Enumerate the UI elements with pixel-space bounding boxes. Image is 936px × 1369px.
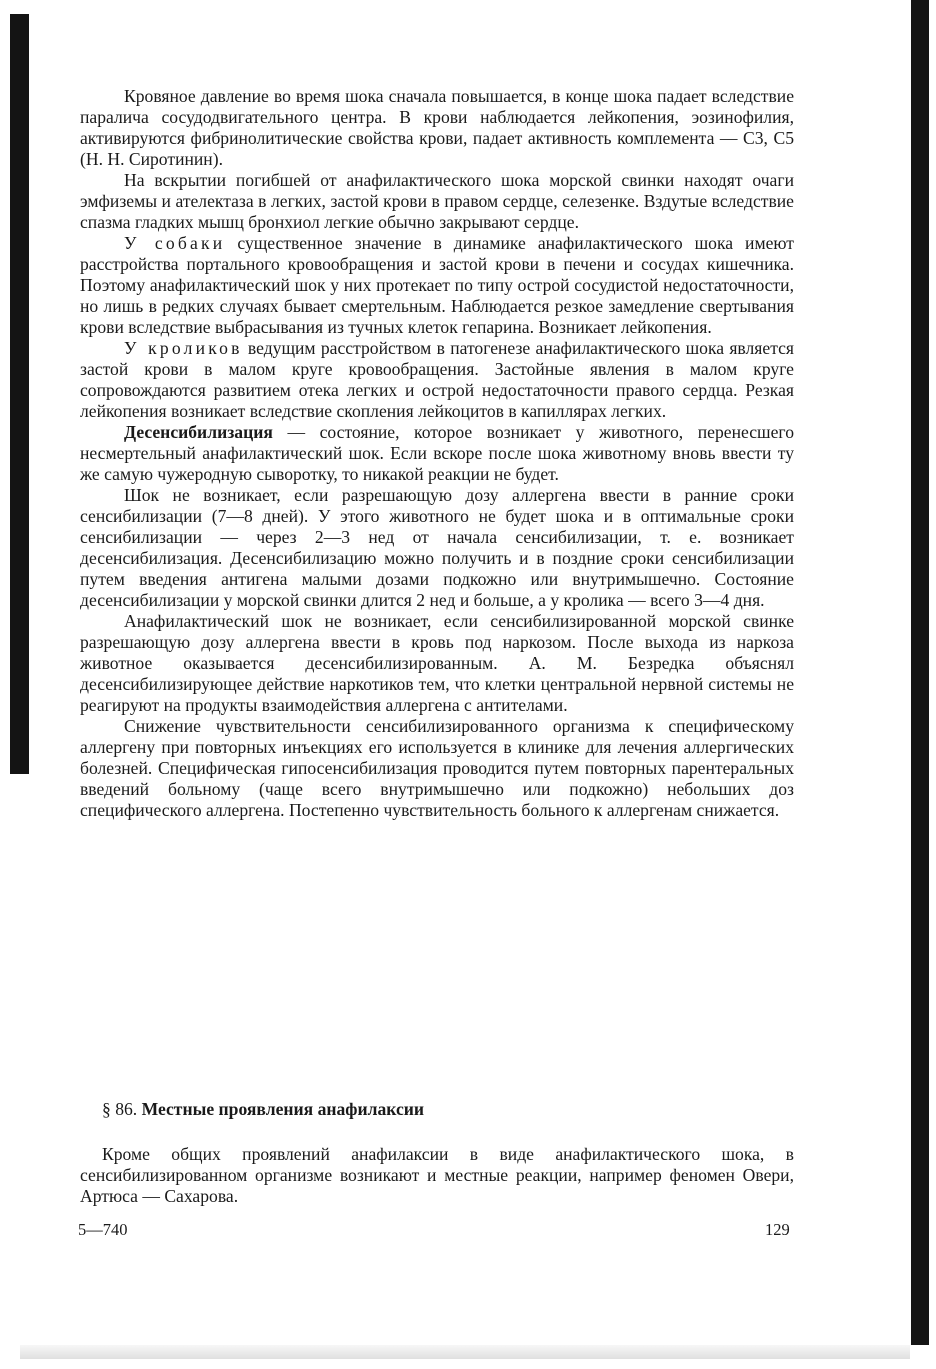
paragraph-autopsy: На вскрытии погибшей от анафилактического шока морской свинки находят очаги эмфиземы и ателектаза в легких, застой крови в правом сердце, селезенке. Вздутые вследствие спазма гладких мышц бронхиол легкие обычно закрывают сердце. (80, 170, 794, 232)
paragraph-hyposensitization: Снижение чувствительности сенсибилизированного организма к специфическому аллергену при повторных инъекциях его используется в клинике для лечения аллергических болезней. Специфическая гипосенсибилизация проводится путем повторных парентеральных введений больному (чаще всего внутримышечно или подкожно) небольших доз специфического аллергена. Постепенно чувствительность больного к аллергенам снижается. (80, 716, 794, 820)
page-number: 129 (765, 1220, 790, 1239)
page-code: 5—740 (78, 1220, 128, 1239)
section-heading (102, 1098, 424, 1120)
paragraph-rabbits-text: ведущим расстройством в патогенезе анафилактического шока является застой крови в малом круге кровообращения. Застойные явления в малом круге сопровождаются развитием отека легких и острой недостаточности правого сердца. Резкая лейкопения возникает вследствие скопления лейкоцитов в капиллярах легких. (80, 338, 794, 421)
page-body (80, 86, 794, 821)
lead-rabbits: У кроликов (124, 338, 243, 358)
term-desensitization: Десенсибилизация (124, 422, 273, 442)
scan-border-right (911, 0, 929, 1345)
paragraph-dogs-text: существенное значение в динамике анафилактического шока имеют расстройства портального кровообращения и застой крови в печени и сосудах кишечника. Поэтому анафилактический шок у них протекает по типу острой сосудистой недостаточности, но лишь в редких случаях бывает смертельным. Наблюдается резкое замедление свертывания крови вследствие выбрасывания из тучных клеток гепарина. Возникает лейкопения. (80, 233, 794, 337)
lead-dogs: У собаки (124, 233, 226, 253)
scan-noise-bottom (20, 1345, 910, 1359)
paragraph-desensitization-text: — состояние, которое возникает у животного, перенесшего несмертельный анафилактический шок. Если вскоре после шока животному вновь ввести ту же самую чужеродную сыворотку, то никакой реакции не будет. (80, 422, 794, 484)
paragraph-dogs (80, 233, 794, 338)
section-intro: Кроме общих проявлений анафилаксии в виде анафилактического шока, в сенсибилизированном организме возникают и местные реакции, например феномен Овери, Артюса — Сахарова. (80, 1144, 794, 1206)
section-title: Местные проявления анафилаксии (141, 1099, 425, 1119)
paragraph-desensitization (80, 422, 794, 485)
paragraph-blood-pressure: Кровяное давление во время шока сначала повышается, в конце шока падает вследствие паралича сосудодвигательного центра. В крови наблюдается лейкопения, эозинофилия, активируются фибринолитические свойства крови, падает активность комплемента — С3, С5 (Н. Н. Сиротинин). (80, 86, 794, 169)
paragraph-rabbits (80, 338, 794, 422)
scan-border-left (10, 14, 29, 774)
section-number: § 86. (102, 1099, 138, 1119)
paragraph-shock-absent: Шок не возникает, если разрешающую дозу аллергена ввести в ранние сроки сенсибилизации (7—8 дней). У этого животного не будет шока и в оптимальные сроки сенсибилизации — через 2—3 нед от начала сенсибилизации, т. е. возникает десенсибилизация. Десенсибилизацию можно получить и в поздние сроки сенсибилизации путем введения антигена малыми дозами подкожно или внутримышечно. Состояние десенсибилизации у морской свинки длится 2 нед и больше, а у кролика — всего 3—4 дня. (80, 485, 794, 610)
paragraph-narcosis: Анафилактический шок не возникает, если сенсибилизированной морской свинке разрешающую дозу аллергена ввести в кровь под наркозом. После выхода из наркоза животное оказывается десенсибилизированным. А. М. Безредка объяснял десенсибилизирующее действие наркотиков тем, что клетки центральной нервной системы не реагируют на продукты взаимодействия аллергена с антителами. (80, 611, 794, 715)
